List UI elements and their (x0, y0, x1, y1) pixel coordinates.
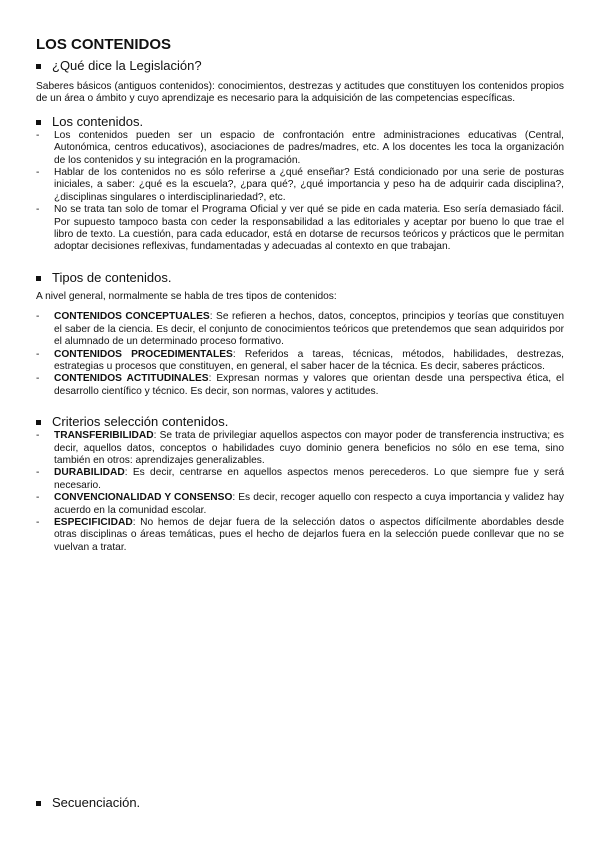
separator: : (232, 348, 245, 360)
document-page (36, 36, 564, 554)
term: ESPECIFICIDAD (54, 516, 133, 528)
list-item (36, 130, 564, 167)
term: CONVENCIONALIDAD Y CONSENSO (54, 492, 233, 504)
section-heading-criterios (36, 414, 564, 429)
list-item-text: Es decir, centrarse en aquellos aspectos menos perecederos. Lo que siempre fue y será necesario. (54, 467, 564, 491)
list-item (36, 517, 564, 554)
section-heading-legislacion (36, 58, 564, 73)
term: CONTENIDOS PROCEDIMENTALES (54, 348, 233, 360)
list-item-text: Expresan normas y valores que orientan desde una perspectiva ética, el desarrollo científico y técnico. Es decir, son normas, valores y actitudes. (54, 373, 564, 397)
term: CONTENIDOS ACTITUDINALES (54, 373, 209, 385)
criterios-list (36, 430, 564, 554)
dash-bullet: - (36, 430, 40, 442)
section-heading-label: Secuenciación. (52, 795, 141, 810)
list-item (36, 373, 564, 398)
section-heading-label: Los contenidos. (52, 113, 144, 129)
list-item (36, 467, 564, 492)
list-item-text: No hemos de dejar fuera de la selección datos o aspectos difícilmente abordables desde otras disciplinas o áreas temáticas, pues el hecho de dejarlos fuera en la selección puede conllevar que no se vuelvan a tratar. (54, 516, 564, 553)
square-bullet-icon (36, 120, 41, 125)
dash-bullet: - (36, 516, 40, 528)
list-item (36, 430, 564, 467)
list-item (36, 311, 564, 348)
list-item (36, 167, 564, 204)
square-bullet-icon (36, 276, 41, 281)
separator: : (232, 492, 239, 504)
term: TRANSFERIBILIDAD (54, 430, 154, 442)
section-heading-label: Criterios selección contenidos. (52, 414, 229, 430)
list-item-text: No se trata tan solo de tomar el Programa Oficial y ver qué se pide en cada materia. Eso sería demasiado fácil. Por supuesto tampoco basta con ceder la responsabilidad a las editoriales y aceptar por bueno lo que trae el libro de texto. La cuestión, para cada educador, está en dotarse de recursos teóricos y prácticos que le permitan adoptar decisiones reflexivas, fundamentadas y adecuadas al contexto en que trabajan. (54, 204, 564, 253)
square-bullet-icon (36, 801, 41, 806)
list-item-text: Se trata de privilegiar aquellos aspectos con mayor poder de transferencia instructiva; es decir, aquellos datos, conceptos o habilidades cuyo dominio genera beneficios no sólo en ese tema, sino también en otros: aprendizajes generalizables. (54, 430, 564, 466)
section-heading-contenidos (36, 114, 564, 129)
list-item-text: Se refieren a hechos, datos, conceptos, principios y teorías que constituyen el saber de la ciencia. Es decir, el conjunto de conocimientos teóricos que pretendemos que sean adquiridos por el alumnado de un determinado proceso formativo. (54, 311, 564, 348)
section-heading-secuenciacion (36, 795, 140, 810)
dash-bullet: - (36, 467, 40, 479)
list-item-text: Hablar de los contenidos no es sólo referirse a ¿qué enseñar? Está condicionado por una serie de posturas iniciales, a saber: ¿qué es la escuela?, ¿para qué?, ¿qué importancia y peso ha de adquirir cada disciplina?, ¿disciplinas singulares o interdisciplinariedad?, etc. (54, 167, 564, 203)
square-bullet-icon (36, 64, 41, 69)
square-bullet-icon (36, 420, 41, 425)
dash-bullet: - (36, 167, 40, 179)
term: CONTENIDOS CONCEPTUALES (54, 311, 210, 323)
section-heading-label: ¿Qué dice la Legislación? (52, 58, 202, 73)
tipos-list (36, 311, 564, 398)
separator: : (124, 467, 133, 479)
page-title: LOS CONTENIDOS (36, 36, 172, 53)
legislacion-paragraph: Saberes básicos (antiguos contenidos): conocimientos, destrezas y actitudes que constituyen los contenidos propios de un área o ámbito y cuyo aprendizaje es necesario para la adquisición de las competencias específicas. (36, 81, 564, 105)
separator: : (209, 311, 217, 323)
separator: : (153, 430, 160, 442)
list-item-text: Los contenidos pueden ser un espacio de confrontación entre administraciones educativas (Central, Autonómica, centros educativos), asociaciones de padres/madres, etc. A los docentes les toca la organización de los contenidos y su integración en la programación. (54, 129, 564, 166)
separator: : (208, 373, 217, 385)
list-item (36, 492, 564, 517)
contenidos-list (36, 130, 564, 254)
dash-bullet: - (36, 129, 40, 141)
dash-bullet: - (36, 373, 40, 385)
dash-bullet: - (36, 348, 40, 360)
dash-bullet: - (36, 311, 40, 323)
list-item-text: Es decir, recoger aquello con respecto a cuya importancia y validez hay acuerdo en la comunidad escolar. (54, 492, 565, 516)
separator: : (132, 516, 141, 528)
term: DURABILIDAD (54, 467, 125, 479)
section-heading-tipos (36, 270, 564, 285)
tipos-intro: A nivel general, normalmente se habla de tres tipos de contenidos: (36, 290, 337, 302)
dash-bullet: - (36, 204, 40, 216)
list-item (36, 349, 564, 374)
dash-bullet: - (36, 492, 40, 504)
list-item (36, 204, 564, 254)
section-heading-label: Tipos de contenidos. (52, 269, 172, 285)
list-item-text: Referidos a tareas, técnicas, métodos, habilidades, destrezas, estrategias u procesos que constituyen, en general, el saber hacer de la técnica. Es decir, saberes prácticos. (54, 348, 564, 372)
